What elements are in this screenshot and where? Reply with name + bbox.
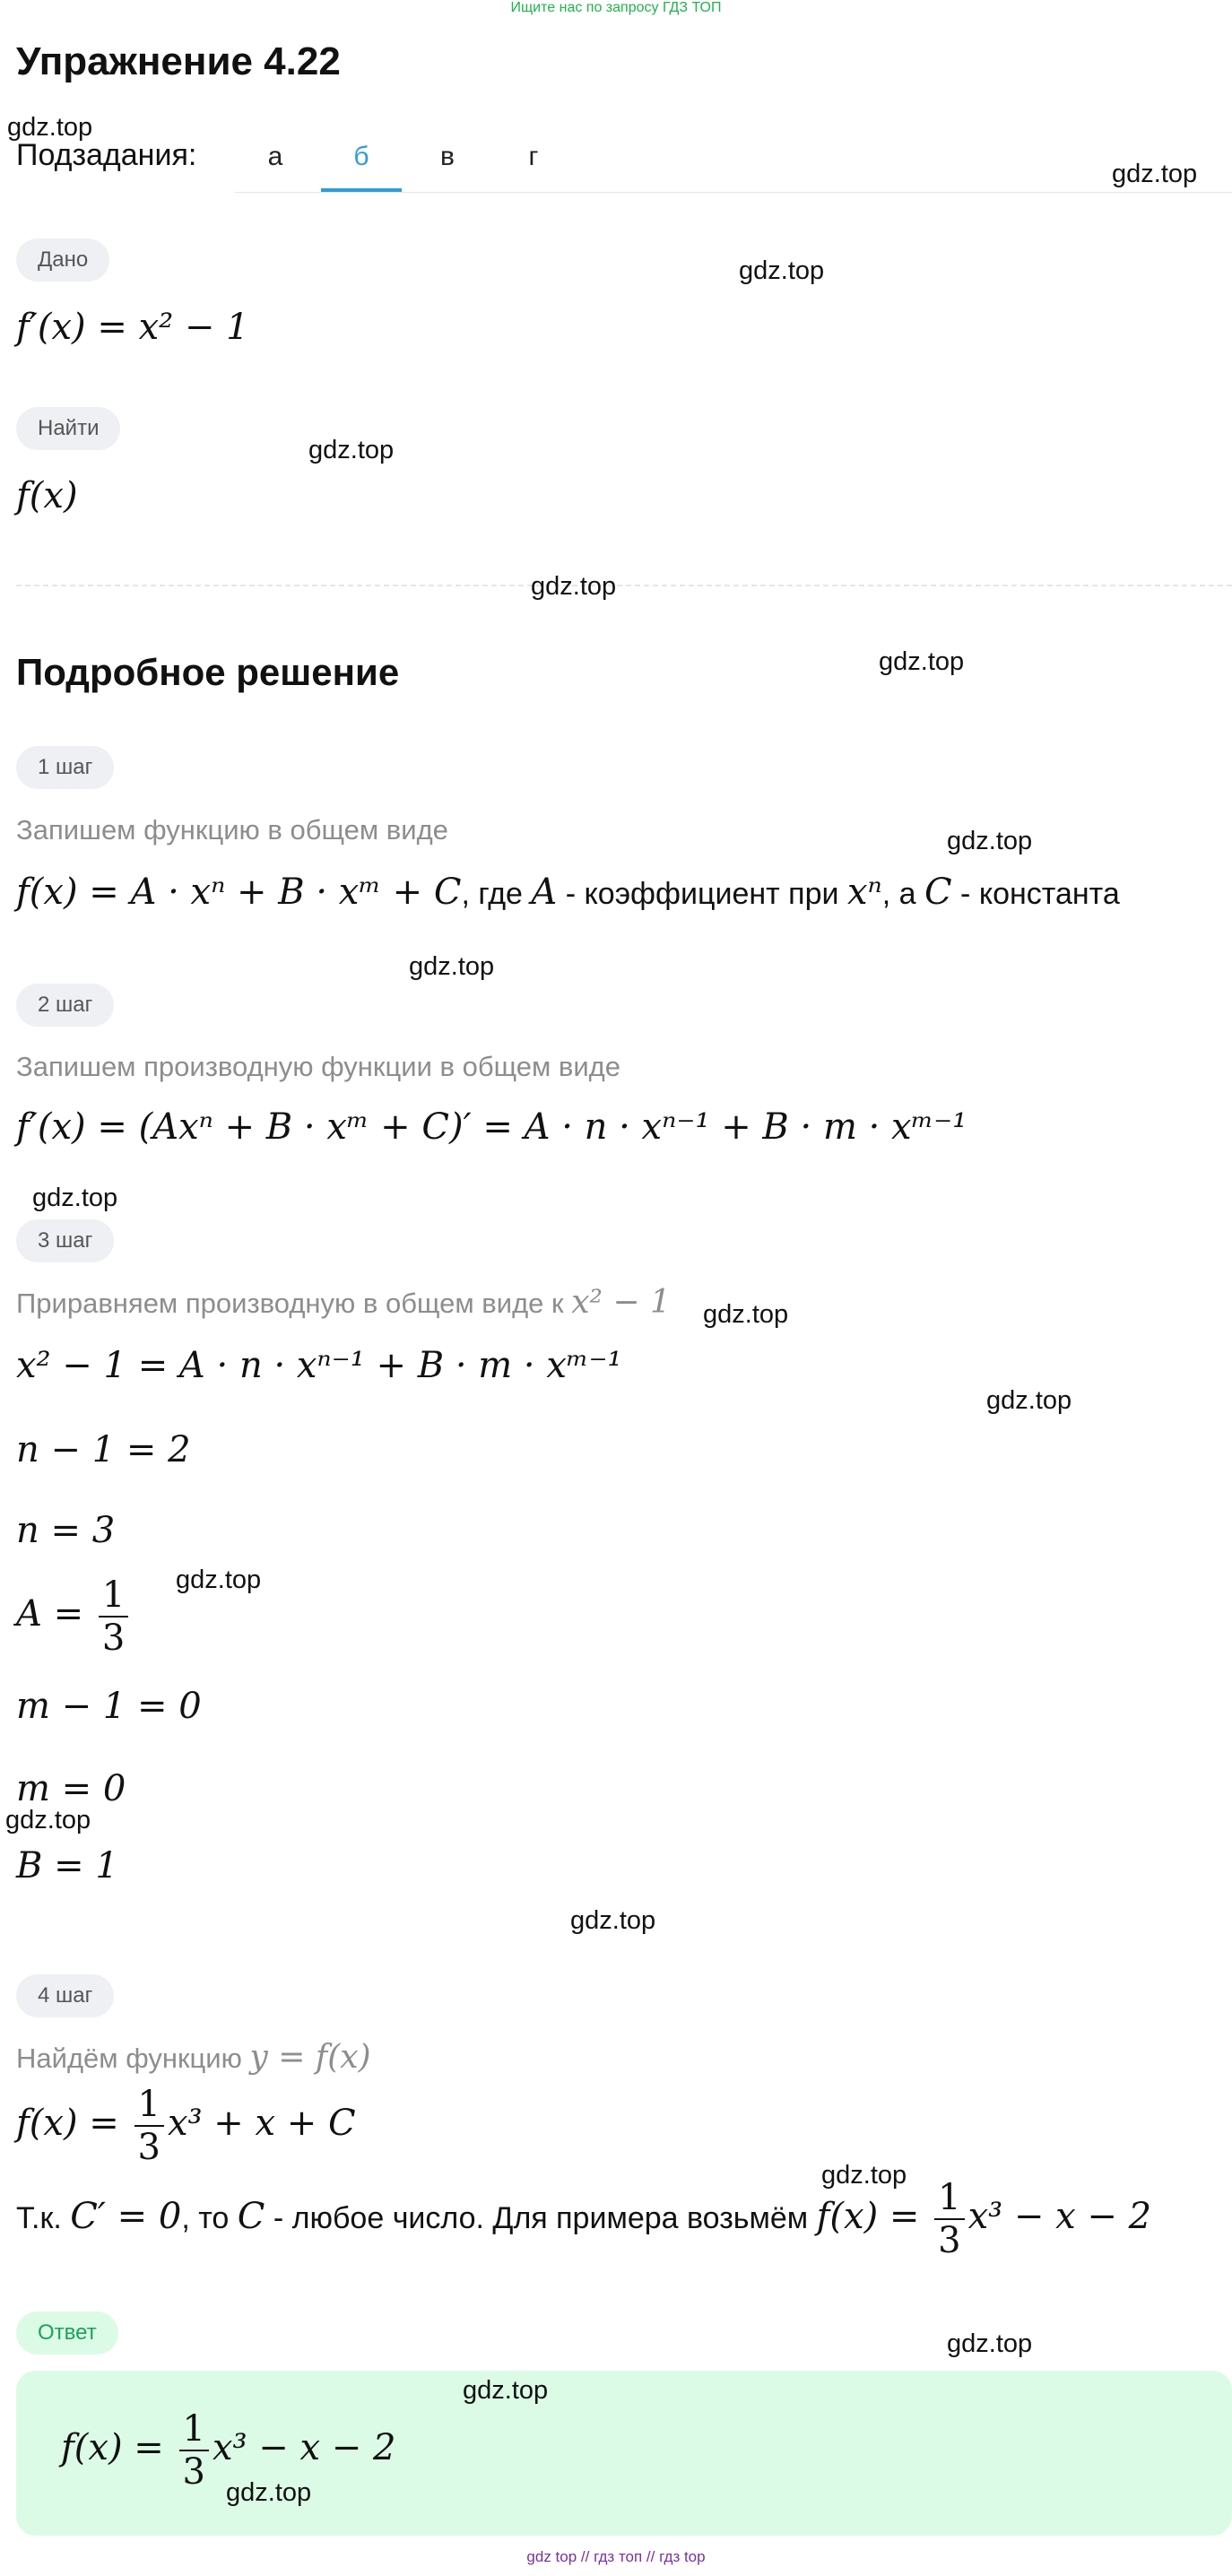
watermark: gdz.top	[739, 256, 825, 285]
watermark: gdz.top	[32, 1184, 118, 1212]
find-formula	[16, 475, 78, 516]
step-1-note-xn: xⁿ	[846, 872, 882, 913]
step-4-fraction-den: 3	[137, 2127, 161, 2168]
watermark: gdz.top	[463, 2376, 549, 2405]
step-4-conclusion-3: - любое число. Для примера возьмём	[273, 2201, 809, 2235]
find-badge: Найти	[16, 407, 120, 450]
subtask-tabs	[235, 134, 1232, 193]
step-1-note-4: - константа	[960, 877, 1120, 911]
given-formula: f′(x) = x² − 1	[16, 307, 249, 348]
step-4-conclusion-c: C	[237, 2196, 265, 2237]
step-3-line-5-text: m − 1 = 0	[16, 1686, 202, 1727]
step-3-text-formula: x² − 1	[571, 1284, 671, 1321]
step-4-badge: 4 шаг	[16, 1974, 114, 2017]
step-4-formula-lhs: f(x) =	[16, 2103, 119, 2144]
footer-links[interactable]: gdz top // гдз топ // гдз top	[526, 2548, 706, 2565]
step-3-line-1-text: x² − 1 = A · n · xⁿ⁻¹ + B · m · xᵐ⁻¹	[16, 1345, 622, 1386]
watermark: gdz.top	[5, 1806, 91, 1834]
step-4-conclusion-1: Т.к.	[16, 2201, 62, 2235]
step-3-line-2-text: n − 1 = 2	[16, 1429, 191, 1470]
step-3-text-label: Приравняем производную в общем виде к	[16, 1288, 564, 1319]
watermark: gdz.top	[409, 952, 495, 981]
divider	[16, 585, 1232, 586]
answer-fraction	[179, 2408, 209, 2493]
step-3-line-4	[16, 1574, 132, 1659]
solution-heading: Подробное решение	[16, 651, 400, 693]
step-3-line-6	[16, 1768, 126, 1809]
step-2-formula-text: f′(x) = (Axⁿ + B · xᵐ + C)′ = A · n · xⁿ⁻¹ + B · m · xᵐ⁻¹	[16, 1106, 967, 1148]
watermark: gdz.top	[308, 436, 395, 464]
step-1-note-3: , а	[881, 877, 916, 911]
watermark: gdz.top	[821, 2161, 907, 2190]
step-4-fraction-num: 1	[134, 2084, 164, 2127]
step-3-line-7-text: B = 1	[16, 1845, 118, 1886]
given-rhs: x² − 1	[138, 307, 249, 348]
page-title: Упражнение 4.22	[16, 39, 341, 83]
step-2-formula	[16, 1106, 967, 1148]
watermark: gdz.top	[947, 827, 1033, 855]
step-1-note-a: A	[531, 872, 558, 913]
answer-badge: Ответ	[16, 2311, 118, 2355]
step-2-text: Запишем производную функции в общем виде	[16, 1051, 621, 1082]
tab-b[interactable]: б	[321, 134, 402, 192]
step-3-badge: 3 шаг	[16, 1219, 114, 1262]
watermark: gdz.top	[879, 647, 965, 676]
given-badge: Дано	[16, 239, 109, 282]
step-1-badge: 1 шаг	[16, 746, 114, 789]
step-4-text-label: Найдём функцию	[16, 2043, 242, 2074]
find-formula-text: f(x)	[16, 475, 78, 516]
watermark: gdz.top	[986, 1386, 1072, 1415]
step-3-line-6-text: m = 0	[16, 1768, 126, 1809]
answer-fraction-num: 1	[179, 2408, 209, 2451]
step-4-conclusion-fraction-num: 1	[934, 2177, 964, 2220]
tab-g[interactable]: г	[528, 142, 539, 171]
step-3-line-2	[16, 1429, 191, 1470]
watermark: gdz.top	[947, 2329, 1033, 2358]
step-3-text	[16, 1284, 671, 1321]
step-3-fraction-den: 3	[101, 1618, 126, 1659]
step-4-formula-rhs: x³ + x + C	[167, 2103, 356, 2144]
answer-formula-rhs: x³ − x − 2	[212, 2427, 396, 2468]
step-3-line-5	[16, 1686, 202, 1727]
step-4-conclusion-rhs: x³ − x − 2	[967, 2196, 1152, 2237]
step-4-conclusion-fraction-den: 3	[938, 2220, 961, 2261]
step-3-line-3	[16, 1510, 115, 1551]
step-1-note-2: - коэффициент при	[565, 877, 839, 911]
step-3-fraction-num: 1	[99, 1574, 128, 1618]
step-1-note-1: , где	[461, 877, 523, 911]
step-1-text: Запишем функцию в общем виде	[16, 814, 448, 846]
watermark: gdz.top	[7, 113, 93, 142]
step-4-conclusion-c-prime: C′ = 0	[70, 2196, 182, 2237]
tab-v[interactable]: в	[440, 142, 455, 171]
step-4-text-formula: y = f(x)	[249, 2039, 371, 2076]
top-promo-text: Ищите нас по запросу ГДЗ ТОП	[510, 0, 722, 15]
step-1-formula-line	[16, 872, 1120, 913]
step-4-conclusion-fraction	[934, 2177, 964, 2261]
step-3-line-3-text: n = 3	[16, 1510, 116, 1551]
step-3-line-7	[16, 1845, 118, 1886]
step-4-conclusion	[16, 2177, 1151, 2261]
given-lhs: f′(x)	[16, 307, 86, 348]
step-4-formula	[16, 2084, 356, 2168]
watermark: gdz.top	[531, 572, 617, 601]
subtasks-label: Подзадания:	[16, 138, 197, 172]
step-3-line-4-text: A =	[16, 1593, 84, 1635]
watermark: gdz.top	[703, 1300, 789, 1329]
step-3-line-1	[16, 1345, 622, 1386]
step-4-conclusion-2: , то	[181, 2201, 230, 2235]
tab-a[interactable]: а	[267, 142, 283, 171]
step-1-formula: f(x) = A · xⁿ + B · xᵐ + C	[16, 872, 462, 913]
answer-fraction-den: 3	[182, 2451, 205, 2493]
watermark: gdz.top	[226, 2478, 312, 2507]
step-1-note-c: C	[924, 872, 952, 913]
watermark: gdz.top	[176, 1566, 262, 1594]
answer-formula-lhs: f(x) =	[61, 2427, 164, 2468]
watermark: gdz.top	[1112, 160, 1198, 188]
step-2-badge: 2 шаг	[16, 984, 114, 1027]
watermark: gdz.top	[570, 1906, 656, 1935]
step-4-fraction	[134, 2084, 164, 2168]
step-3-fraction	[99, 1574, 128, 1659]
step-4-conclusion-lhs: f(x) =	[816, 2196, 920, 2237]
step-4-text	[16, 2039, 371, 2076]
